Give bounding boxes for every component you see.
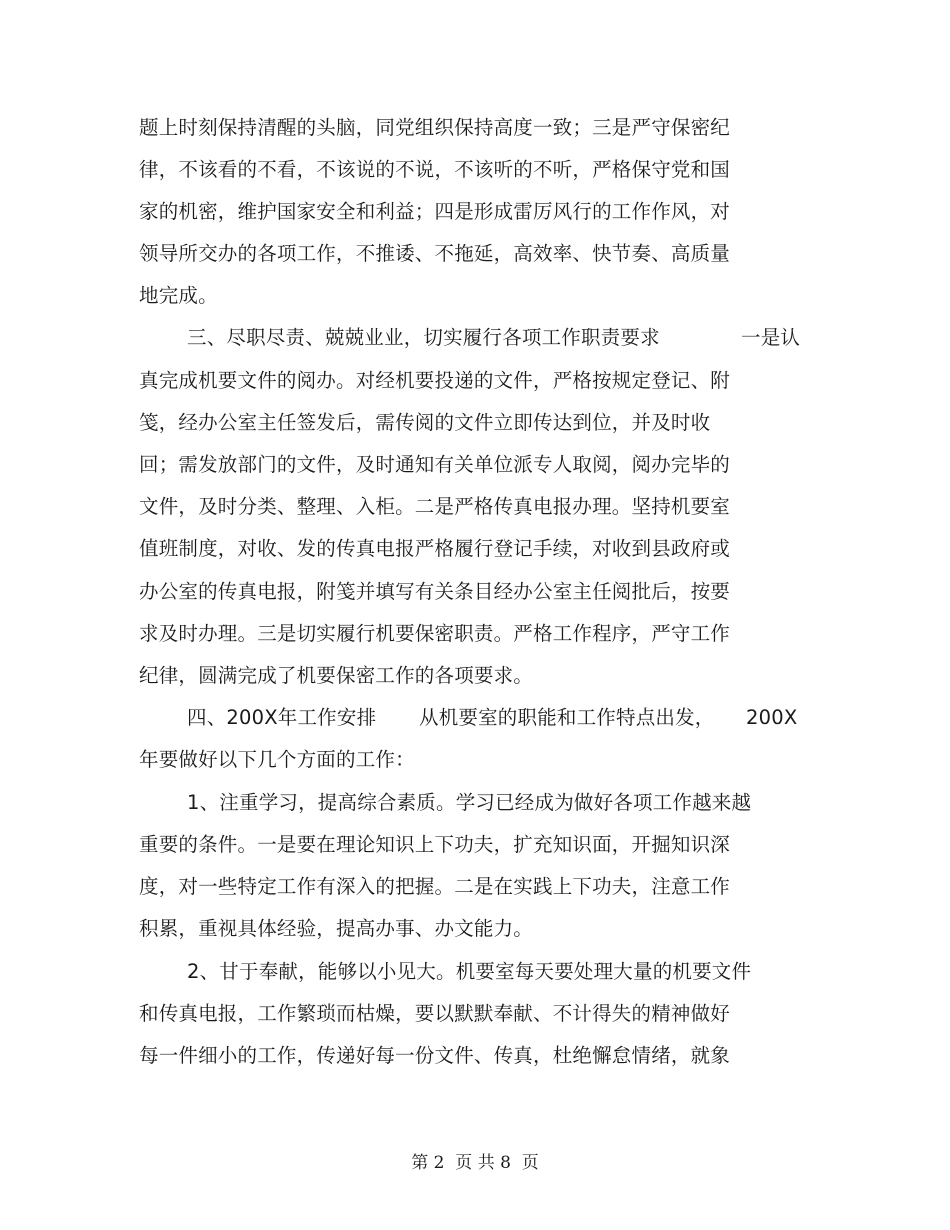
body-text-line: 地完成。: [139, 284, 218, 307]
body-text-line: 每一件细小的工作，传递好每一份文件、传真，杜绝懈怠情绪，就象: [139, 1044, 731, 1067]
body-text-line: 题上时刻保持清醒的头脑，同党组织保持高度一致；三是严守保密纪: [139, 116, 731, 139]
page-number-footer: 第 2 页 共 8 页: [411, 1153, 539, 1173]
body-text-line: 文件，及时分类、整理、入柜。二是严格传真电报办理。坚持机要室: [139, 495, 731, 518]
body-text-line: 领导所交办的各项工作，不推诿、不拖延，高效率、快节奏、高质量: [139, 242, 731, 265]
body-text-line: 真完成机要文件的阅办。对经机要投递的文件，严格按规定登记、附: [139, 369, 731, 392]
body-text-line: 律，不该看的不看，不该说的不说，不该听的不听，严格保守党和国: [139, 158, 731, 181]
body-text-line: 笺，经办公室主任签发后，需传阅的文件立即传达到位，并及时收: [139, 411, 711, 434]
body-text-line: 和传真电报，工作繁琐而枯燥，要以默默奉献、不计得失的精神做好: [139, 1002, 731, 1025]
body-text-line: 回；需发放部门的文件，及时通知有关单位派专人取阅，阅办完毕的: [139, 453, 731, 476]
body-text-line: 200X: [746, 706, 798, 729]
list-item-heading: 1、注重学习，提高综合素质。学习已经成为做好各项工作越来越: [187, 791, 752, 814]
body-text-line: 度，对一些特定工作有深入的把握。二是在实践上下功夫，注意工作: [139, 875, 731, 898]
body-text-line: 积累，重视具体经验，提高办事、办文能力。: [139, 917, 534, 940]
body-text-line: 求及时办理。三是切实履行机要保密职责。严格工作程序，严守工作: [139, 622, 731, 645]
body-text-line: 纪律，圆满完成了机要保密工作的各项要求。: [139, 664, 534, 687]
list-item-heading: 2、甘于奉献，能够以小见大。机要室每天要处理大量的机要文件: [187, 960, 752, 983]
body-text-line: 重要的条件。一是要在理论知识上下功夫，扩充知识面，开掘知识深: [139, 833, 731, 856]
body-text-line: 家的机密，维护国家安全和利益；四是形成雷厉风行的工作作风，对: [139, 200, 731, 223]
body-text-line: 一是认: [741, 326, 801, 349]
body-text-line: 值班制度，对收、发的传真电报严格履行登记手续，对收到县政府或: [139, 537, 731, 560]
body-text-line: 办公室的传真电报，附笺并填写有关条目经办公室主任阅批后，按要: [139, 580, 731, 603]
section-heading: 四、200X年工作安排: [187, 706, 377, 729]
body-text-line: 从机要室的职能和工作特点出发，: [419, 706, 715, 729]
body-text-line: 年要做好以下几个方面的工作：: [139, 748, 415, 771]
section-heading: 三、尽职尽责、兢兢业业，切实履行各项工作职责要求: [187, 326, 660, 349]
